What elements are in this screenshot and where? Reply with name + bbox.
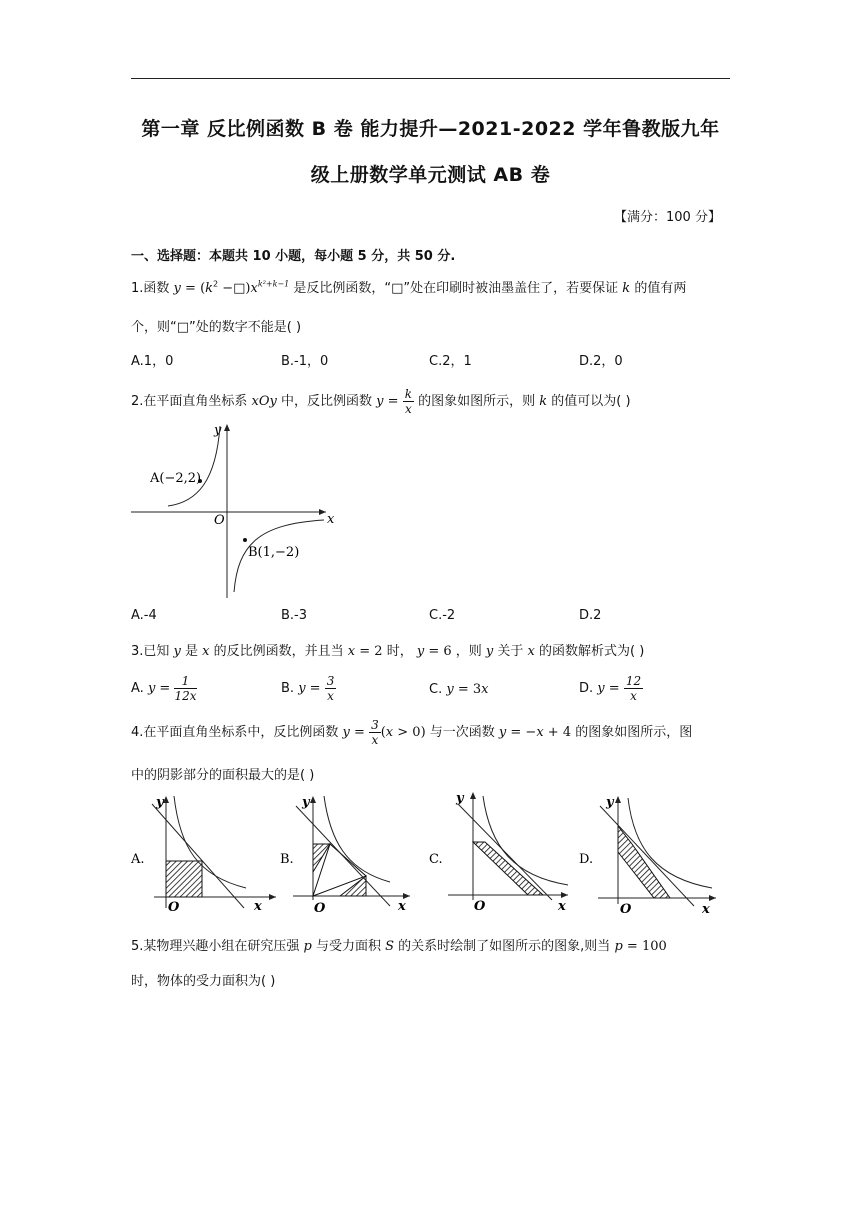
q2-graph — [128, 420, 338, 602]
q1-option-b[interactable]: B.-1，0 — [281, 354, 329, 369]
q2-origin-label: O — [214, 513, 225, 528]
question-3: 3.已知 y 是 x 的反比例函数，并且当 x = 2 时， y = 6 ，则 y 关于 x 的函数解析式为( ) — [131, 644, 645, 659]
q2-option-d[interactable]: D.2 — [579, 608, 602, 623]
question-5: 5.某物理兴趣小组在研究压强 p 与受力面积 S 的关系时绘制了如图所示的图象,则当 p = 100 — [131, 939, 667, 954]
q1-option-a[interactable]: A.1，0 — [131, 354, 174, 369]
q3-option-b[interactable]: B. y = $\frac{3}{x}$ — [281, 674, 335, 703]
svg-text:y: y — [156, 795, 164, 810]
svg-text:y: y — [456, 791, 464, 806]
q3-option-a[interactable]: A. y = $\frac{1}{12x}$ — [131, 674, 197, 703]
q2-option-c[interactable]: C.-2 — [429, 608, 456, 623]
score-note: 【满分：100 分】 — [614, 210, 721, 225]
svg-text:x: x — [398, 899, 406, 914]
q2-point-a-label: A(−2,2) — [150, 471, 202, 486]
q2-y-label: y — [214, 423, 222, 438]
svg-text:O: O — [620, 902, 632, 917]
q1-option-c[interactable]: C.2，1 — [429, 354, 472, 369]
q4-figure-b — [280, 795, 410, 916]
question-4-line2: 中的阴影部分的面积最大的是( ) — [131, 768, 315, 783]
svg-text:x: x — [702, 902, 710, 917]
question-2: 2.在平面直角坐标系 xOy 中，反比例函数 y = $\frac{k}{x}$ 的图象如图所示，则 k 的值可以为( ) — [131, 387, 631, 416]
svg-text:O: O — [168, 900, 180, 915]
q4-option-d[interactable]: D. — [579, 852, 594, 867]
doc-title-line2: 级上册数学单元测试 AB 卷 — [310, 164, 551, 186]
question-1: 1.函数 $y = (k^2$ $-□)x^{k^2+k-1}$ 是反比例函数，“□”处在印刷时被油墨盖住了，若要保证 k 的值有两 — [131, 279, 687, 296]
question-4: 4.在平面直角坐标系中，反比例函数 y = $\frac{3}{x}$ (x > 0) 与一次函数 y = −x + 4 的图象如图所示，图 — [131, 718, 693, 747]
section-heading: 一、选择题：本题共 10 小题，每小题 5 分，共 50 分. — [131, 249, 456, 264]
q1-option-d[interactable]: D.2，0 — [579, 354, 623, 369]
q4-option-c[interactable]: C. — [429, 852, 443, 867]
q2-curve-upper — [168, 426, 220, 506]
question-1-line2: 个，则“□”处的数字不能是( ) — [131, 320, 302, 335]
svg-text:y: y — [302, 795, 310, 810]
header-rule — [131, 78, 730, 79]
q2-point-b-label: B(1,−2) — [248, 545, 300, 560]
q4-figure-d — [579, 795, 716, 917]
svg-text:x: x — [254, 899, 262, 914]
q4-figures — [128, 790, 732, 922]
q4-option-a[interactable]: A. — [131, 852, 145, 867]
q4-option-b[interactable]: B. — [280, 852, 294, 867]
question-5-line2: 时，物体的受力面积为( ) — [131, 974, 276, 989]
svg-text:O: O — [474, 899, 486, 914]
svg-text:O: O — [314, 901, 326, 916]
q3-option-d[interactable]: D. y = $\frac{12}{x}$ — [579, 674, 642, 703]
q2-x-label: x — [327, 512, 335, 527]
doc-title-line1: 第一章 反比例函数 B 卷 能力提升—2021-2022 学年鲁教版九年 — [141, 118, 720, 140]
q2-option-a[interactable]: A.-4 — [131, 608, 157, 623]
q1-formula: y — [173, 281, 181, 296]
q2-point-b — [243, 538, 247, 542]
q2-option-b[interactable]: B.-3 — [281, 608, 308, 623]
q3-option-c[interactable]: C. y = 3x — [429, 682, 489, 697]
q4-figure-c — [429, 791, 568, 914]
svg-text:y: y — [606, 795, 614, 810]
svg-text:x: x — [558, 899, 566, 914]
q2-fraction: $\frac{k}{x}$ — [404, 387, 412, 416]
q4-figure-a — [130, 795, 276, 915]
